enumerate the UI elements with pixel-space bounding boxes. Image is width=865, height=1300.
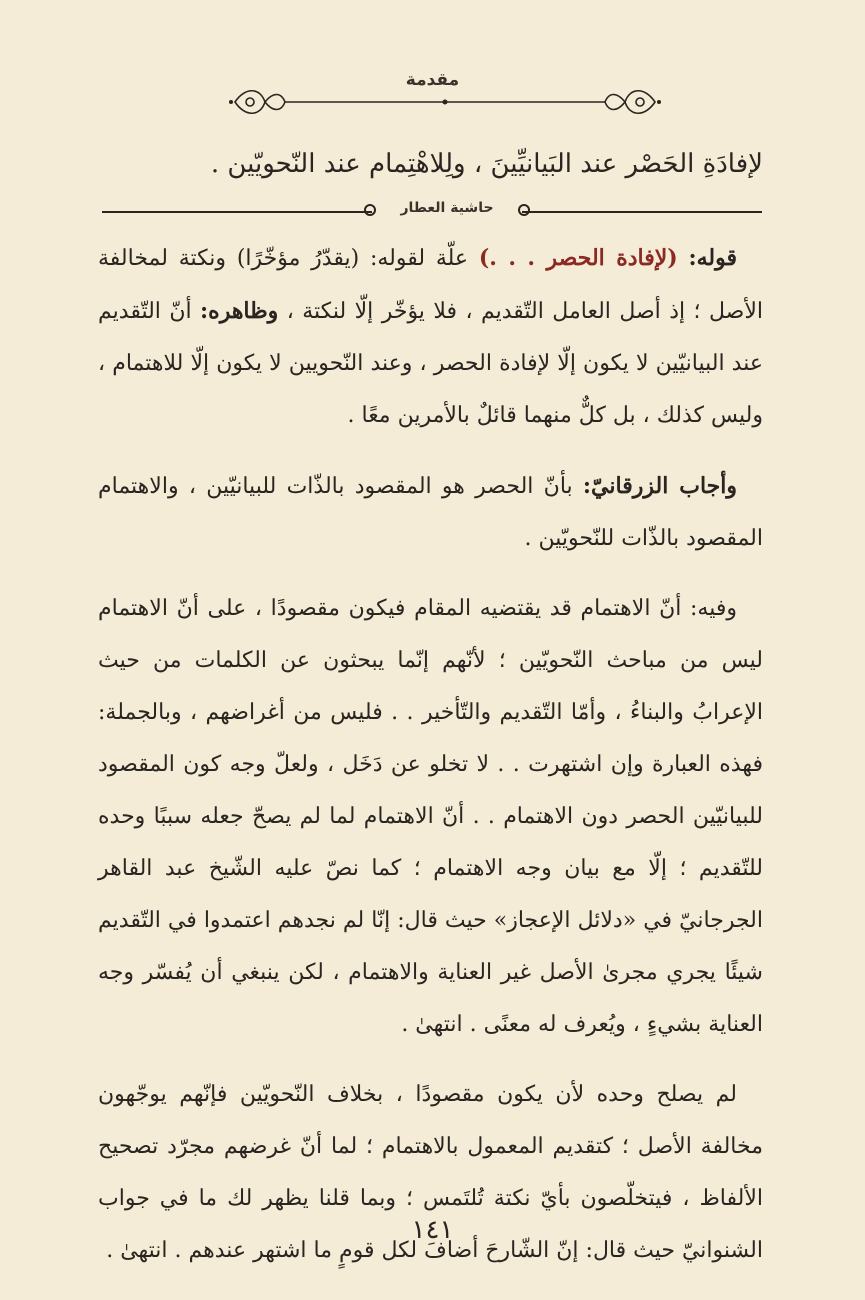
paragraph-text: بأنّ الحصر هو المقصود بالذّات للبيانيّين ، والاهتمام المقصود بالذّات للنّحويّين .: [98, 474, 763, 551]
paragraph-text: وفيه: أنّ الاهتمام قد يقتضيه المقام فيكون مقصودًا ، على أنّ الاهتمام ليس من مباحث النّحويّين ؛ لأنّهم إنّما يبحثون عن الكلمات من حيث الإعرابُ والبناءُ ، وأمّا التّقديم والتّأخير . . فليس من أغراضهم ، وبالجملة: فهذه العبارة وإن اشتهرت . . لا تخلو عن دَخَل ، ولعلّ وجه كون المقصود للبيانيّين الحصر دون الاهتمام . . أنّ الاهتمام لما لم يصحّ جعله سببًا وحده للتّقديم ؛ إلّا مع بيان وجه الاهتمام ؛ كما نصّ عليه الشّيخ عبد القاهر الجرجانيّ في «دلائل الإعجاز» حيث قال: إنّا لم نجدهم اعتمدوا في التّقديم شيئًا يجري مجرىٰ الأصل غير العناية والاهتمام ، لكن ينبغي أن يُفسّر وجه العناية بشيءٍ ، ويُعرف له معنًى . انتهىٰ .: [98, 596, 763, 1037]
commentary-paragraph-4: [98, 1069, 763, 1277]
paragraph-lead: وظاهره:: [200, 298, 279, 324]
divider-label: حاشية العطار: [400, 200, 494, 216]
commentary-body: [98, 232, 763, 1295]
commentary-paragraph-1: [98, 232, 763, 442]
paragraph-lead: قوله:: [688, 245, 737, 271]
divider-knot-icon: [518, 204, 530, 216]
page-number: ١٤١: [411, 1215, 454, 1245]
quoted-phrase: (لإفادة الحصر . . .): [478, 245, 678, 271]
paragraph-lead: وأجاب الزرقانيّ:: [582, 473, 737, 499]
main-text-line: لإفادَةِ الحَصْر عند البَيانيِّينَ ، ولِلاهْتِمام عند النّحويّين .: [210, 149, 763, 179]
running-head: مقدمة: [405, 70, 460, 90]
divider-rule-left: [102, 211, 372, 213]
paragraph-text: أنّ التّقديم عند البيانيّين لا يكون إلّا لإفادة الحصر ، وعند النّحويين لا يكون إلّا للاهتمام ، وليس كذلك ، بل كلٌّ منهما قائلٌ بالأمرين معًا .: [98, 299, 763, 428]
header-ornament-icon: [225, 82, 665, 122]
commentary-divider: [102, 200, 762, 222]
paragraph-text: لم يصلح وحده لأن يكون مقصودًا ، بخلاف النّحويّين فإنّهم يوجّهون مخالفة الأصل ؛ كتقديم المعمول بالاهتمام ؛ لما أنّ غرضهم مجرّد تصحيح الألفاظ ، فيتخلّصون بأيّ نكتة تُلتَمس ؛ وبما قلنا يظهر لك ما في جواب الشنوانيّ حيث قال: إنّ الشّارحَ أضافَ لكل قومٍ ما اشتهر عندهم . انتهىٰ .: [98, 1082, 763, 1263]
commentary-paragraph-3: [98, 583, 763, 1051]
divider-rule-right: [522, 211, 762, 213]
commentary-paragraph-2: [98, 460, 763, 565]
paragraph-text: علّة لقوله: (يقدّرُ مؤخّرًا) ونكتة لمخالفة الأصل ؛ إذ أصل العامل التّقديم ، فلا يؤخّر إلّا لنكتة ،: [98, 246, 763, 324]
